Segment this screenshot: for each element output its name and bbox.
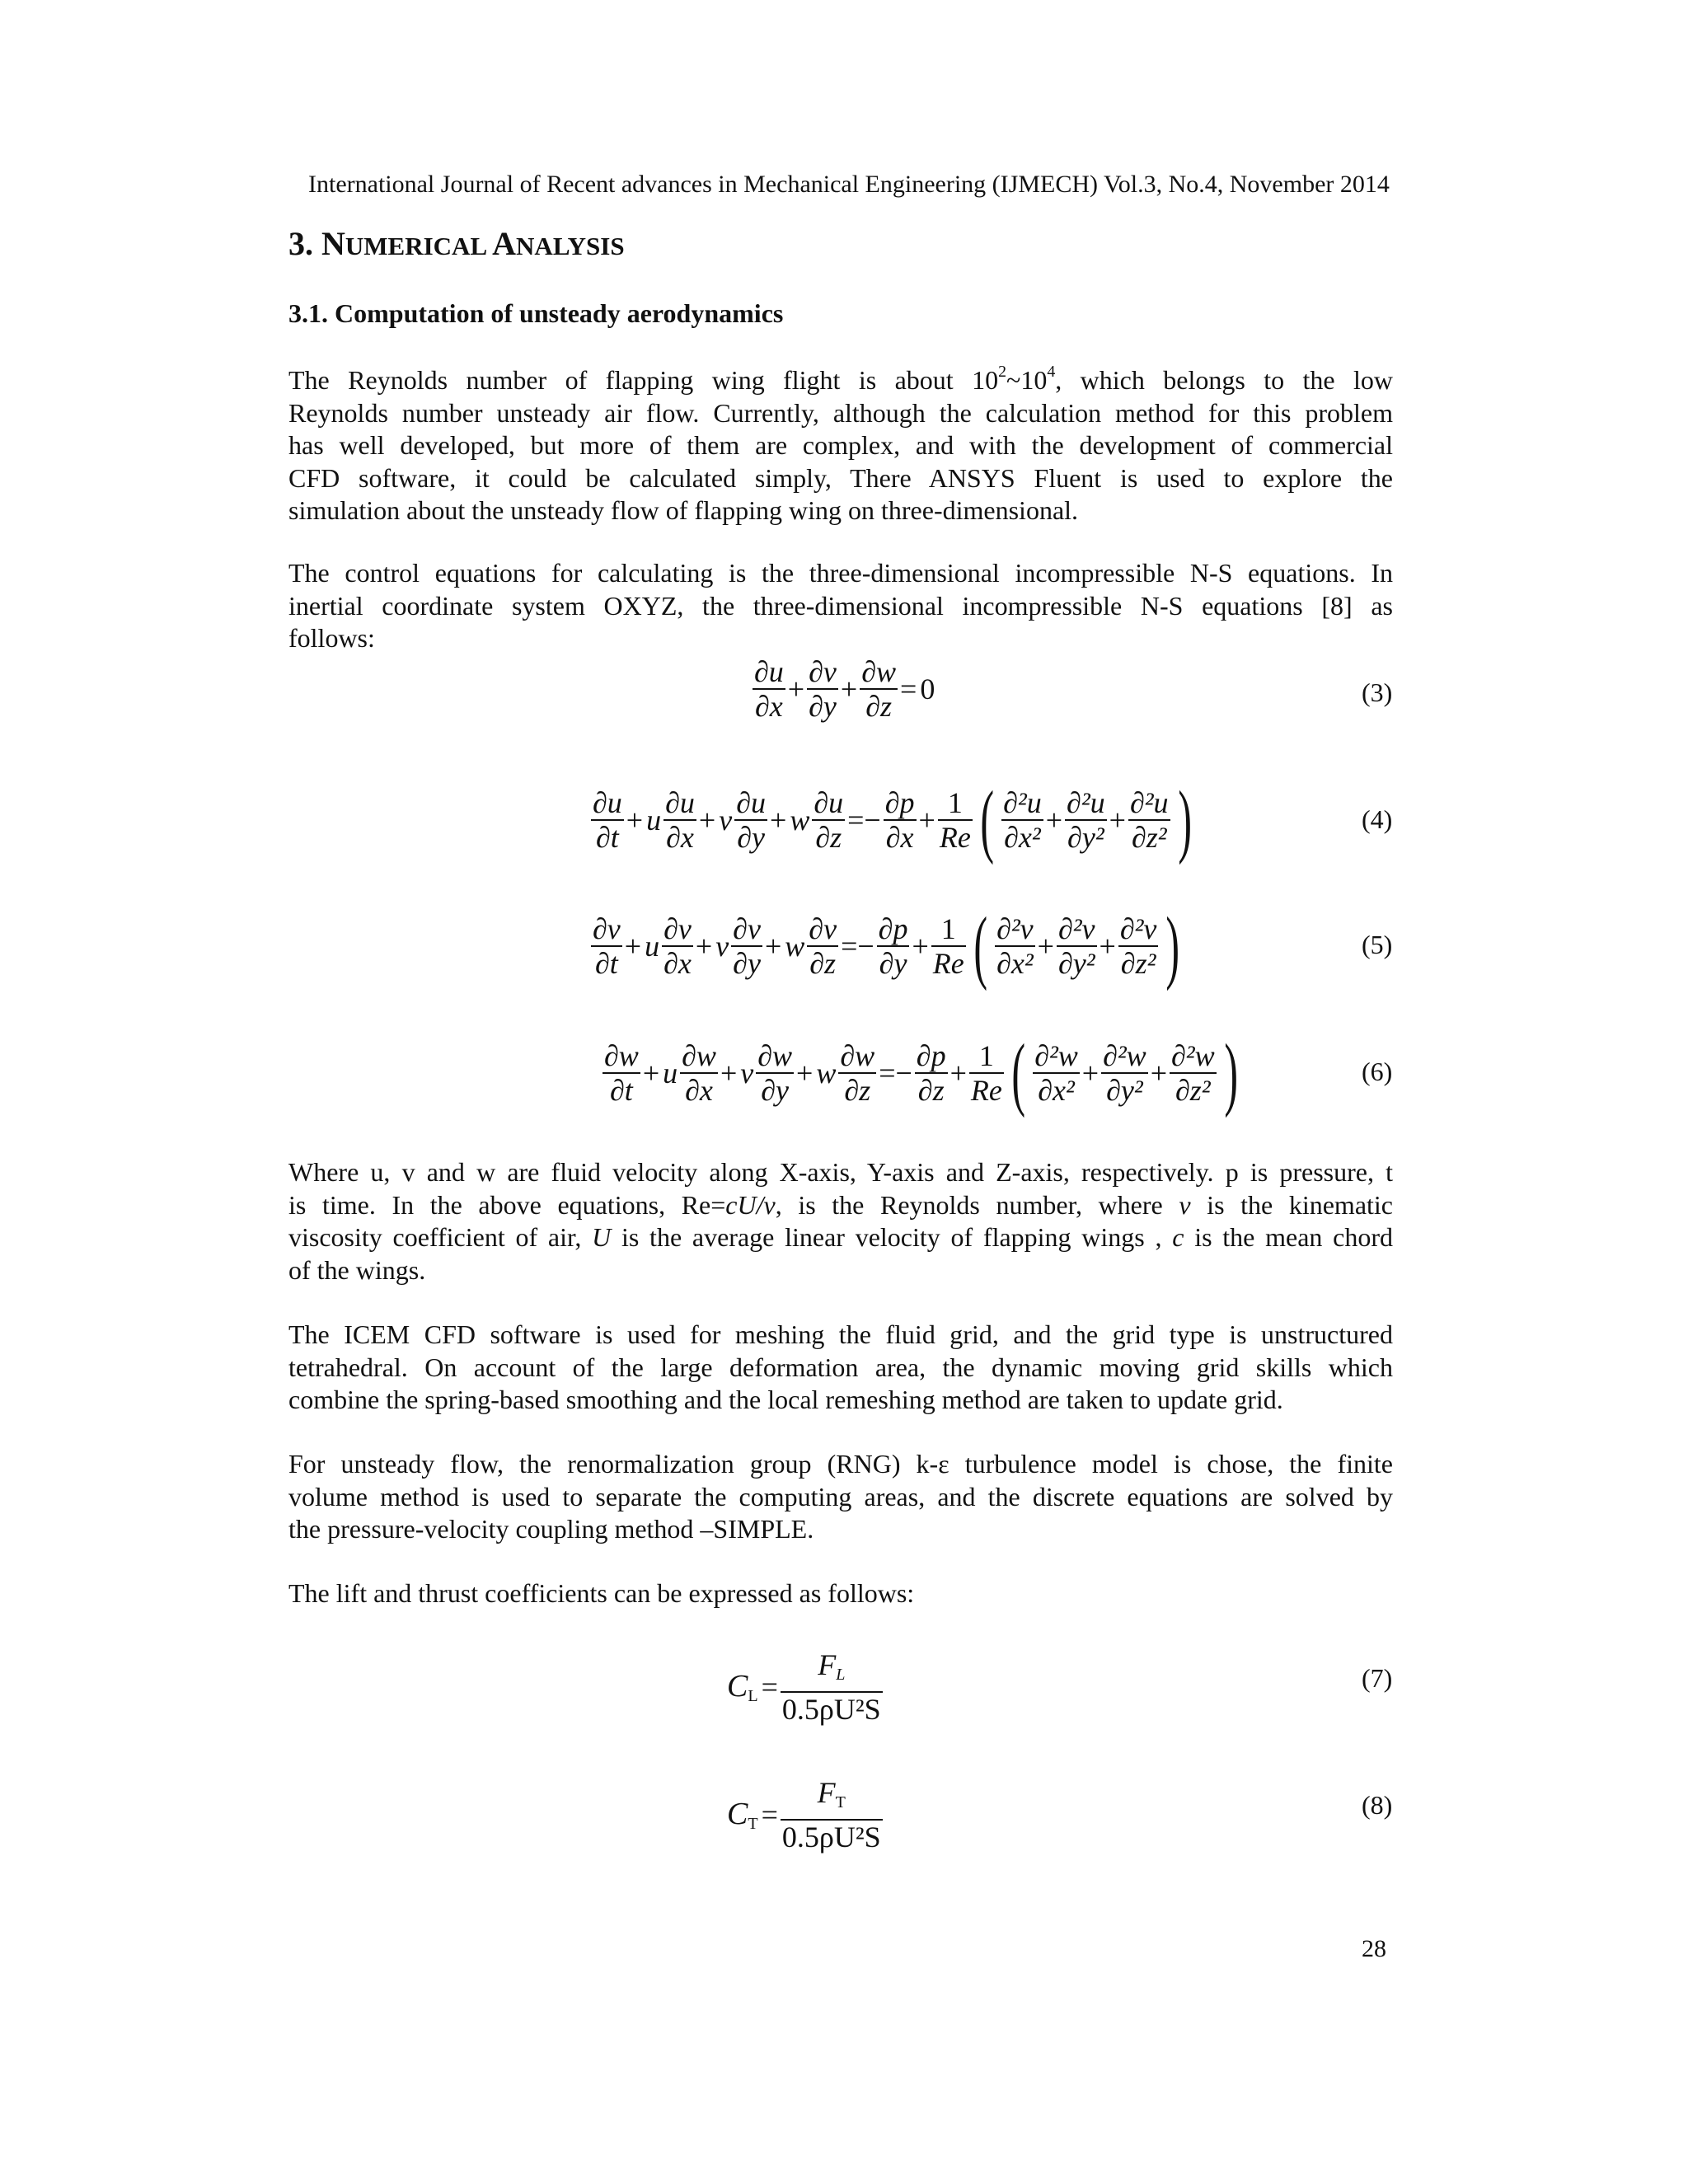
equation-number-8: (8) — [1362, 1790, 1393, 1820]
equation-8: $C_T$ = $\frac{F_T}{\text{0.5ρU²S}}$ — [727, 1776, 881, 1854]
paragraph-line: viscosity coefficient of air, U is the average linear velocity of flapping wings , c is the mean chord — [288, 1222, 1394, 1252]
paragraph-line: For unsteady flow, the renormalization group (RNG) k-ε turbulence model is chose, the finite — [288, 1449, 1393, 1479]
paragraph-line: is time. In the above equations, Re=cU/v, is the Reynolds number, where v is the kinematic — [288, 1189, 1394, 1220]
equation-3: $\frac{\partial u}{\partial x}$ + $\frac{\partial v}{\partial y}$ + $\frac{\partial w}{\partial z}$ = 0 — [754, 655, 935, 723]
equation-number-4: (4) — [1362, 804, 1393, 834]
section-number: 3. — [288, 225, 321, 262]
fraction: $\frac{F_L}{\text{0.5ρU²S}}$ — [781, 1648, 881, 1726]
paragraph-1 — [288, 364, 1393, 527]
equation-5: $\frac{\partial v}{\partial t}$ + u $\frac{\partial v}{\partial x}$ + v $\frac{\partial v}{\partial y}$ + w $\frac{\partial v}{\partial z}$ =− $\frac{\partial p}{\partial y}$ + $\frac{1}{Re}$ ( $\frac{\text{∂²v}}{\text{∂x²}}$ + $\frac{\text{∂²v}}{\text{∂y²}}$ + $\frac{\text{∂²v}}{\text{∂z²}}$ ) — [593, 900, 1180, 991]
equation-number-3: (3) — [1362, 677, 1393, 707]
equation-4: $\frac{\partial u}{\partial t}$ + u $\frac{\partial u}{\partial x}$ + v $\frac{\partial u}{\partial y}$ + w $\frac{\partial u}{\partial z}$ =− $\frac{\partial p}{\partial x}$ + $\frac{1}{Re}$ ( $\frac{\text{∂²u}}{\text{∂x²}}$ + $\frac{\text{∂²u}}{\text{∂y²}}$ + $\frac{\text{∂²u}}{\text{∂z²}}$ ) — [593, 774, 1192, 865]
paragraph-5 — [288, 1448, 1393, 1546]
paragraph-line: The Reynolds number of flapping wing flight is about $10^2\sim 10^4$, which belongs to the low — [288, 363, 1394, 395]
paragraph-line: The lift and thrust coefficients can be expressed as follows: — [288, 1578, 915, 1608]
section-word-2: NALYSIS — [516, 232, 625, 260]
fraction: $\frac{\partial u}{\partial x}$ — [754, 655, 784, 723]
equation-number-6: (6) — [1362, 1057, 1393, 1086]
fraction: $\frac{\partial v}{\partial y}$ — [809, 655, 837, 723]
paragraph-line: tetrahedral. On account of the large deformation area, the dynamic moving grid skills which — [288, 1352, 1393, 1382]
paragraph-line: The control equations for calculating is the three-dimensional incompressible N-S equations. In — [288, 558, 1393, 588]
equation-7: $C_L$ = $\frac{F_L}{\text{0.5ρU²S}}$ — [727, 1648, 881, 1726]
paragraph-line: has well developed, but more of them are complex, and with the development of commercial — [288, 430, 1393, 460]
paragraph-line: follows: — [288, 623, 375, 653]
equation-number-5: (5) — [1362, 930, 1393, 959]
section-word-1: UMERICAL — [345, 232, 493, 260]
fraction: $\frac{F_T}{\text{0.5ρU²S}}$ — [781, 1776, 881, 1854]
equation-number-7: (7) — [1362, 1663, 1393, 1693]
fraction: $\frac{\partial w}{\partial z}$ — [861, 655, 897, 723]
subsection-heading: 3.1. Computation of unsteady aerodynamics — [288, 298, 784, 328]
paragraph-line: inertial coordinate system OXYZ, the three-dimensional incompressible N-S equations [8] as — [288, 590, 1393, 621]
paragraph-line: of the wings. — [288, 1254, 426, 1285]
equation-6: $\frac{\partial w}{\partial t}$ + u $\frac{\partial w}{\partial x}$ + v $\frac{\partial w}{\partial y}$ + w $\frac{\partial w}{\partial z}$ =− $\frac{\partial p}{\partial z}$ + $\frac{1}{Re}$ ( $\frac{\text{∂²w}}{\text{∂x²}}$ + $\frac{\text{∂²w}}{\text{∂y²}}$ + $\frac{\text{∂²w}}{\text{∂z²}}$ ) — [604, 1027, 1238, 1118]
paragraph-3 — [288, 1156, 1393, 1286]
paragraph-line: CFD software, it could be calculated simply, There ANSYS Fluent is used to explore the — [288, 462, 1393, 493]
paragraph-line: the pressure-velocity coupling method –SIMPLE. — [288, 1514, 814, 1544]
running-header: International Journal of Recent advances in Mechanical Engineering (IJMECH) Vol.3, No.4, November 2014 — [308, 171, 1390, 198]
paragraph-line: The ICEM CFD software is used for meshing the fluid grid, and the grid type is unstructured — [288, 1319, 1393, 1349]
section-letter-a: A — [492, 225, 517, 262]
paragraph-line: simulation about the unsteady flow of flapping wing on three-dimensional. — [288, 495, 1079, 525]
paragraph-line: Reynolds number unsteady air flow. Currently, although the calculation method for this problem — [288, 397, 1393, 428]
section-heading — [288, 224, 625, 263]
paragraph-line: Where u, v and w are fluid velocity along X-axis, Y-axis and Z-axis, respectively. p is pressure, t — [288, 1157, 1393, 1187]
paragraph-line: volume method is used to separate the computing areas, and the discrete equations are solved by — [288, 1481, 1393, 1511]
paragraph-2 — [288, 557, 1393, 655]
section-letter-n: N — [321, 225, 345, 262]
page-number: 28 — [1362, 1935, 1386, 1962]
paragraph-line: combine the spring-based smoothing and the local remeshing method are taken to update grid. — [288, 1385, 1283, 1414]
paragraph-6 — [288, 1577, 1393, 1610]
paragraph-4 — [288, 1319, 1393, 1417]
